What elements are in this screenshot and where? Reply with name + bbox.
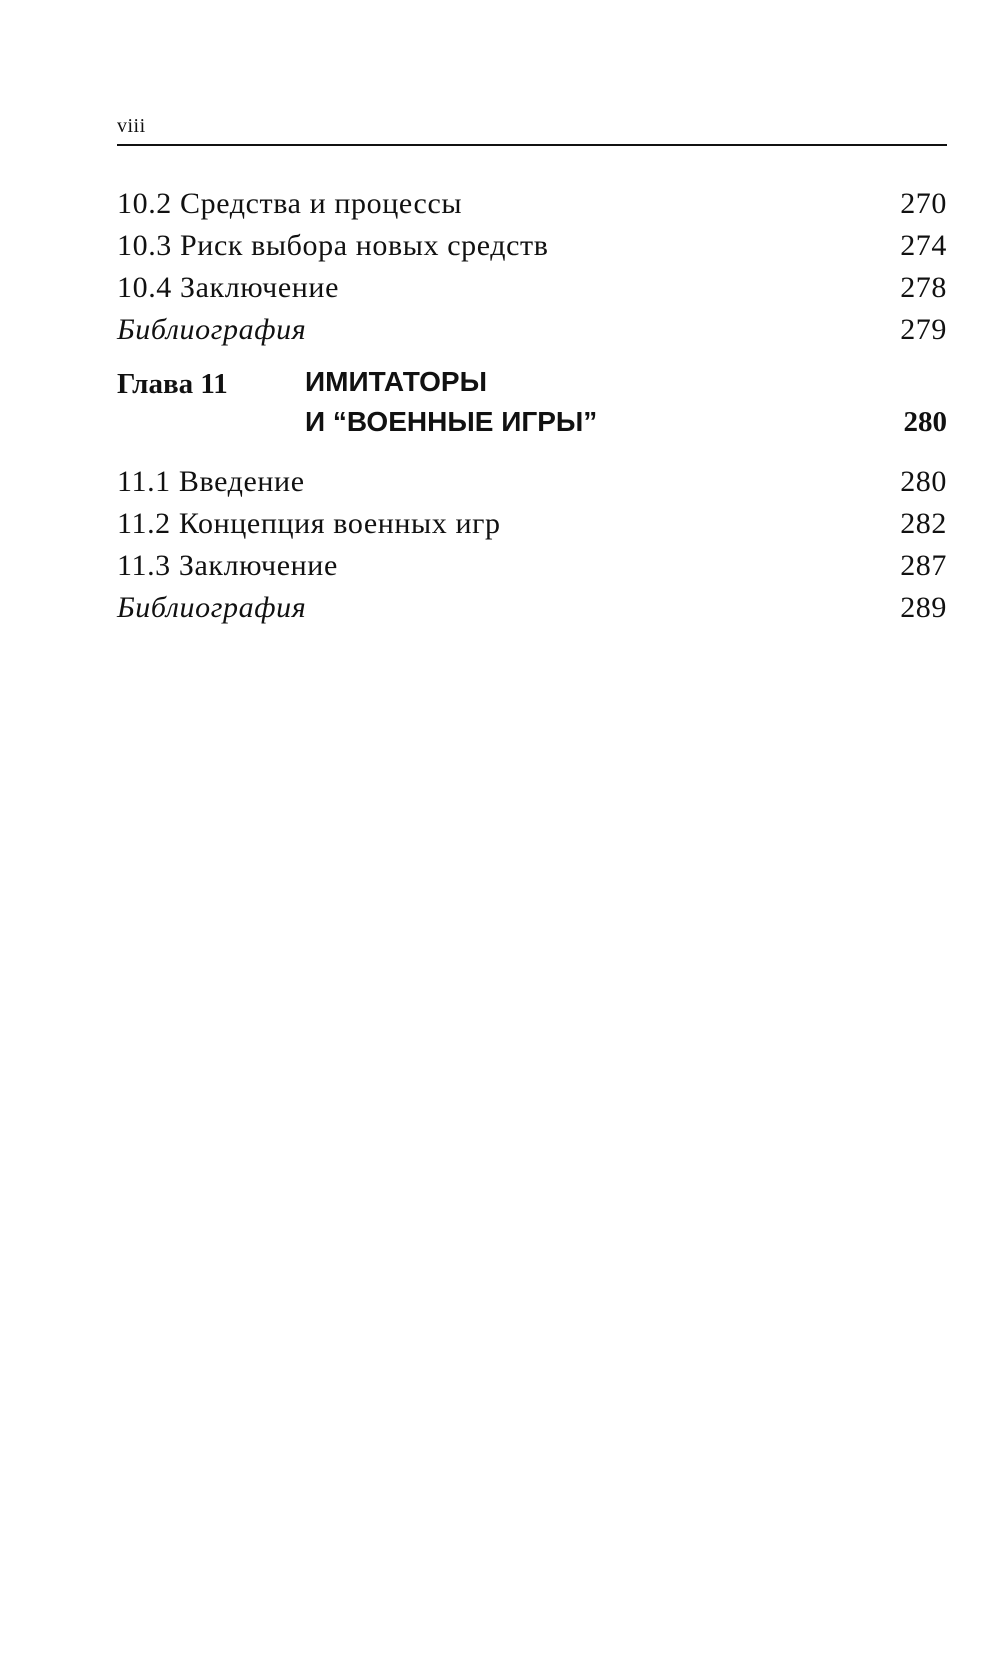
toc-entry-title: 10.2 Средства и процессы (117, 187, 463, 220)
toc-entry-title: 10.4 Заключение (117, 271, 339, 304)
toc-entry-10-2 (117, 183, 947, 225)
toc-entry-title: 11.3 Заключение (117, 549, 338, 582)
page-number: viii (117, 115, 146, 137)
chapter-title-line1: ИМИТАТОРЫ (305, 366, 488, 397)
toc-entry-title: Библиография (117, 313, 307, 346)
toc-entry-bibliography-11 (117, 587, 947, 629)
toc-entry-title: 11.2 Концепция военных игр (117, 507, 501, 540)
toc-entry-page: 278 (900, 271, 947, 304)
chapter-page: 280 (903, 406, 947, 438)
toc-entry-page: 270 (900, 187, 947, 220)
book-page (117, 0, 947, 1670)
chapter-label: Глава 11 (117, 368, 228, 400)
toc-entry-page: 289 (900, 591, 947, 624)
page-header (117, 108, 947, 146)
toc-entry-title: Библиография (117, 591, 307, 624)
toc-entry-11-3 (117, 545, 947, 587)
toc-entry-page: 279 (900, 313, 947, 346)
toc-entry-10-3 (117, 225, 947, 267)
toc-entry-11-1 (117, 461, 947, 503)
chapter-title-line2: И “ВОЕННЫЕ ИГРЫ” (305, 406, 598, 437)
toc-entry-page: 274 (900, 229, 947, 262)
toc-entry-page: 282 (900, 507, 947, 540)
toc-entry-page: 287 (900, 549, 947, 582)
toc-entry-page: 280 (900, 465, 947, 498)
toc-entry-11-2 (117, 503, 947, 545)
toc-entry-title: 10.3 Риск выбора новых средств (117, 229, 549, 262)
toc-entry-10-4 (117, 267, 947, 309)
toc-chapter-11 (117, 363, 947, 459)
table-of-contents (117, 183, 947, 629)
toc-entry-bibliography-10 (117, 309, 947, 351)
toc-entry-title: 11.1 Введение (117, 465, 305, 498)
